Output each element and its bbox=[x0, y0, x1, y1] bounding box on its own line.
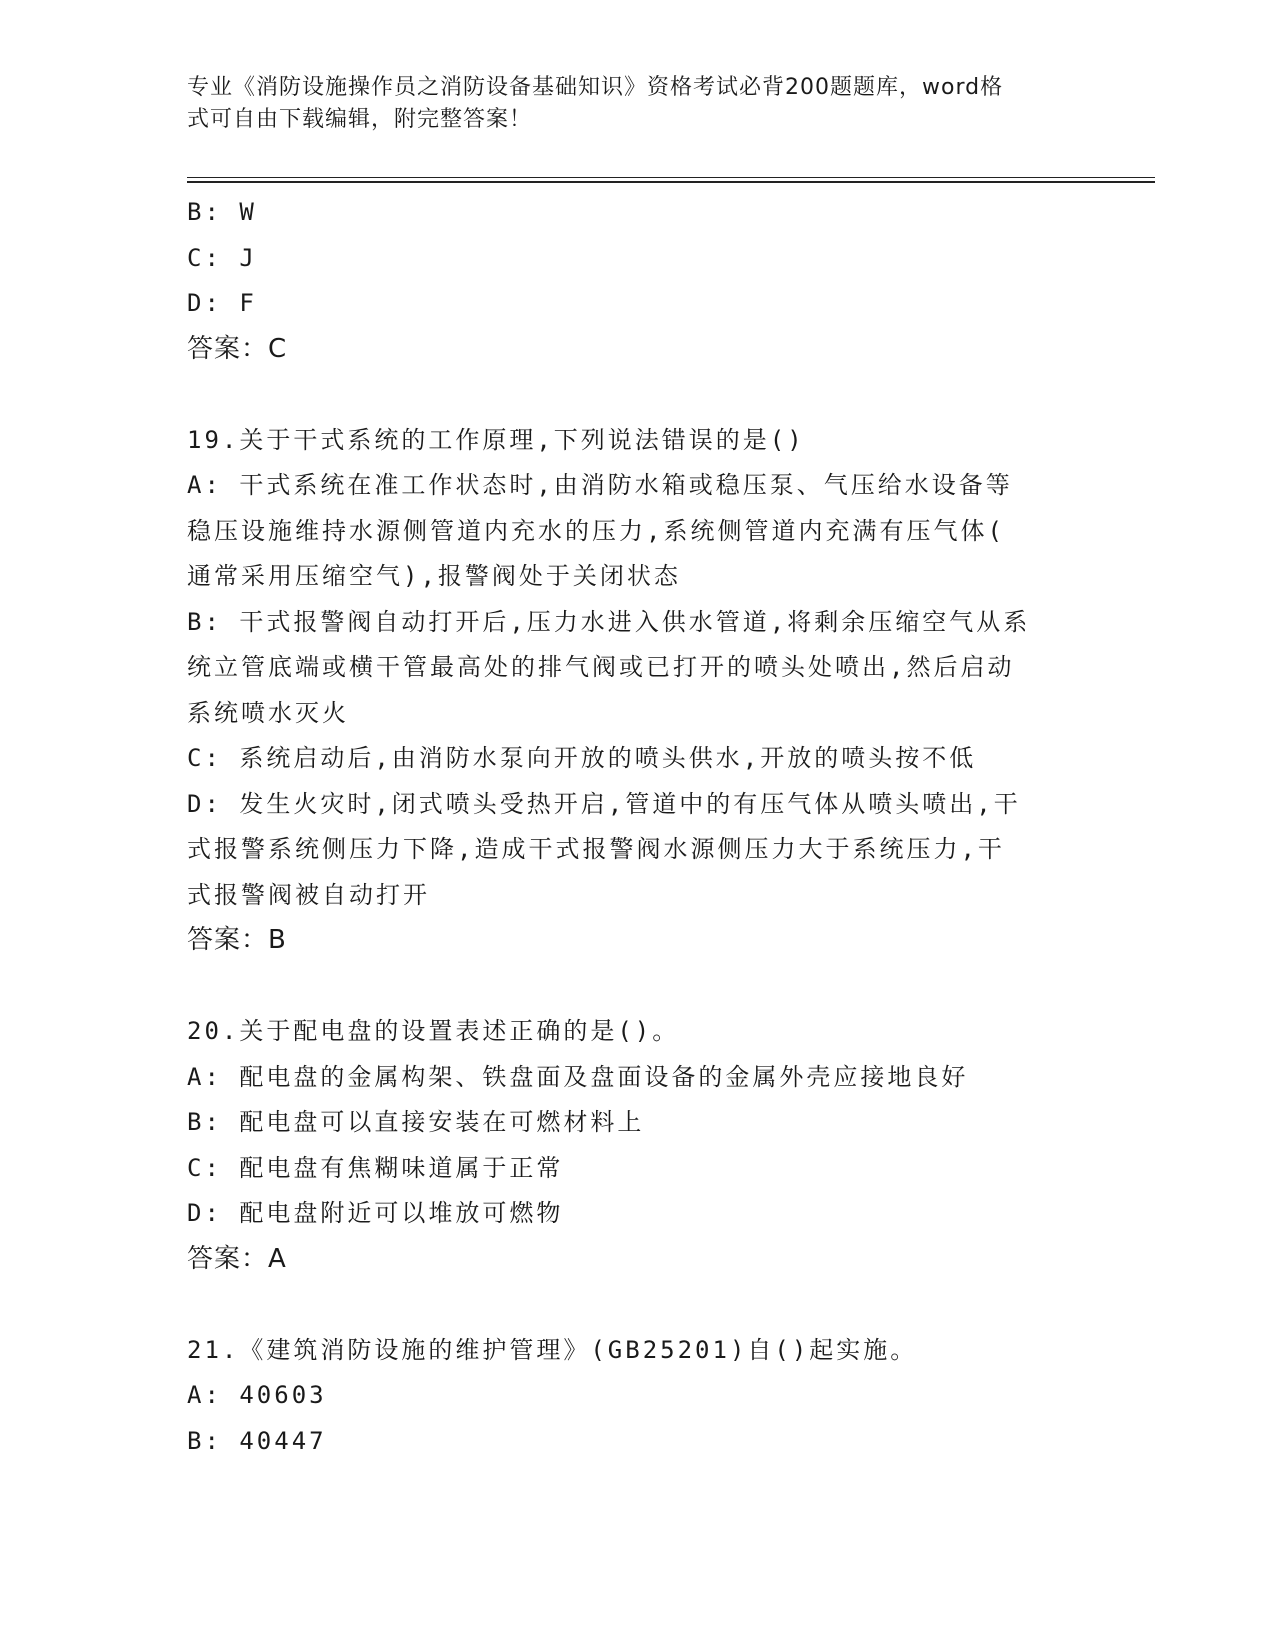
header-line-2: 式可自由下载编辑，附完整答案！ bbox=[187, 107, 533, 132]
q19-option-a-line-2: 稳压设施维持水源侧管道内充水的压力,系统侧管道内充满有压气体( bbox=[187, 516, 1005, 545]
q19-option-a-line-3: 通常采用压缩空气),报警阀处于关闭状态 bbox=[187, 562, 681, 590]
spacer bbox=[187, 964, 1087, 1010]
q20-option-b: B: 配电盘可以直接安装在可燃材料上 bbox=[187, 1108, 645, 1136]
q19-option-d-line-1: D: 发生火灾时,闭式喷头受热开启,管道中的有压气体从喷头喷出,干 bbox=[187, 789, 1021, 818]
q19-option-b-line-1: B: 干式报警阀自动打开后,压力水进入供水管道,将剩余压缩空气从系 bbox=[187, 607, 1031, 636]
q20-option-c: C: 配电盘有焦糊味道属于正常 bbox=[187, 1153, 564, 1182]
q19-answer: 答案：B bbox=[187, 925, 287, 955]
q19-option-c: C: 系统启动后,由消防水泵向开放的喷头供水,开放的喷头按不低 bbox=[187, 744, 977, 772]
q19-option-b-line-2: 统立管底端或横干管最高处的排气阀或已打开的喷头处喷出,然后启动 bbox=[187, 653, 1015, 681]
document-body bbox=[187, 190, 1087, 1464]
q19-option-b-line-3: 系统喷水灭火 bbox=[187, 698, 349, 727]
header-divider-thin bbox=[187, 177, 1155, 178]
q20-option-d: D: 配电盘附近可以堆放可燃物 bbox=[187, 1199, 564, 1227]
option-c: C: J bbox=[187, 243, 257, 272]
spacer bbox=[187, 1282, 1087, 1328]
q20-option-a: A: 配电盘的金属构架、铁盘面及盘面设备的金属外壳应接地良好 bbox=[187, 1062, 969, 1091]
q19-option-d-line-2: 式报警系统侧压力下降,造成干式报警阀水源侧压力大于系统压力,干 bbox=[187, 835, 1005, 863]
document-header bbox=[187, 72, 1067, 136]
header-line-1: 专业《消防设施操作员之消防设备基础知识》资格考试必背200题题库，word格 bbox=[187, 75, 1004, 100]
option-b: B: W bbox=[187, 198, 257, 226]
option-d: D: F bbox=[187, 289, 257, 317]
q21-option-a: A: 40603 bbox=[187, 1381, 327, 1409]
question-21: 21.《建筑消防设施的维护管理》(GB25201)自()起实施。 bbox=[187, 1335, 918, 1364]
q19-option-a-line-1: A: 干式系统在准工作状态时,由消防水箱或稳压泵、气压给水设备等 bbox=[187, 471, 1013, 499]
question-19: 19.关于干式系统的工作原理,下列说法错误的是() bbox=[187, 425, 805, 454]
q20-answer: 答案：A bbox=[187, 1243, 287, 1274]
header-divider-thick bbox=[187, 181, 1155, 183]
q21-option-b: B: 40447 bbox=[187, 1426, 327, 1455]
answer: 答案：C bbox=[187, 333, 288, 364]
q19-option-d-line-3: 式报警阀被自动打开 bbox=[187, 880, 430, 909]
question-20: 20.关于配电盘的设置表述正确的是()。 bbox=[187, 1017, 680, 1045]
spacer bbox=[187, 372, 1087, 418]
